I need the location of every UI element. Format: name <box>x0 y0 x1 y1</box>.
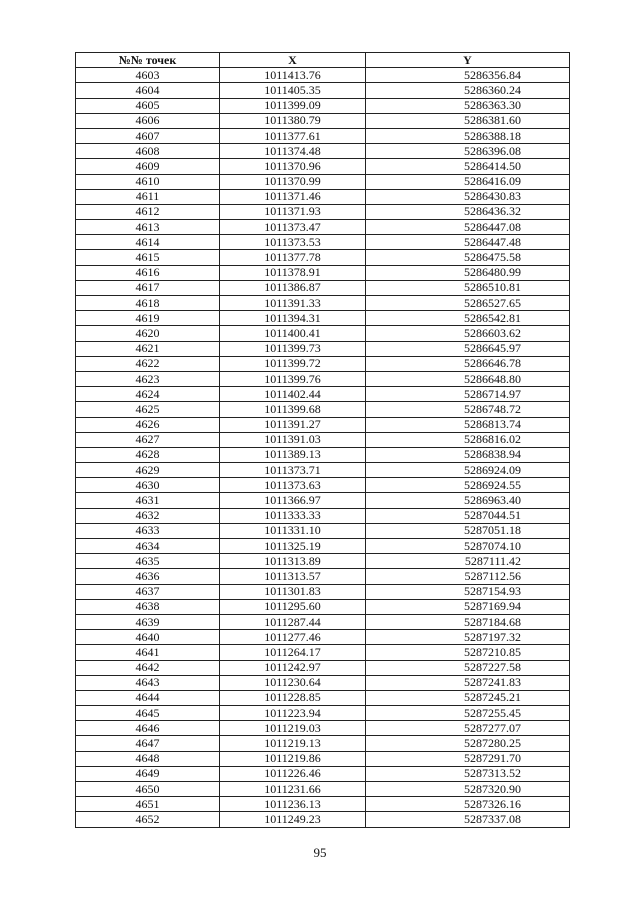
cell-x: 1011277.46 <box>220 630 366 645</box>
cell-x: 1011226.46 <box>220 766 366 781</box>
cell-x: 1011402.44 <box>220 387 366 402</box>
cell-x: 1011377.61 <box>220 128 366 143</box>
cell-x: 1011231.66 <box>220 782 366 797</box>
header-x: X <box>220 53 366 68</box>
table-row <box>76 539 570 554</box>
cell-y: 5286381.60 <box>366 113 570 128</box>
header-y: Y <box>366 53 570 68</box>
cell-x: 1011287.44 <box>220 614 366 629</box>
table-row <box>76 387 570 402</box>
cell-y: 5286430.83 <box>366 189 570 204</box>
cell-y: 5286838.94 <box>366 447 570 462</box>
cell-y: 5286714.97 <box>366 387 570 402</box>
cell-point-number: 4636 <box>76 569 220 584</box>
table-row <box>76 493 570 508</box>
cell-x: 1011366.97 <box>220 493 366 508</box>
cell-x: 1011313.57 <box>220 569 366 584</box>
cell-y: 5286816.02 <box>366 432 570 447</box>
cell-x: 1011325.19 <box>220 539 366 554</box>
table-row <box>76 68 570 83</box>
cell-point-number: 4649 <box>76 766 220 781</box>
cell-point-number: 4651 <box>76 797 220 812</box>
cell-x: 1011391.03 <box>220 432 366 447</box>
cell-point-number: 4622 <box>76 356 220 371</box>
cell-point-number: 4620 <box>76 326 220 341</box>
cell-x: 1011301.83 <box>220 584 366 599</box>
table-row <box>76 782 570 797</box>
cell-point-number: 4615 <box>76 250 220 265</box>
cell-y: 5286363.30 <box>366 98 570 113</box>
cell-y: 5287227.58 <box>366 660 570 675</box>
cell-point-number: 4612 <box>76 204 220 219</box>
cell-y: 5286416.09 <box>366 174 570 189</box>
cell-point-number: 4644 <box>76 690 220 705</box>
table-row <box>76 569 570 584</box>
cell-x: 1011386.87 <box>220 280 366 295</box>
cell-x: 1011331.10 <box>220 523 366 538</box>
cell-point-number: 4618 <box>76 296 220 311</box>
table-row <box>76 296 570 311</box>
table-row <box>76 402 570 417</box>
cell-x: 1011295.60 <box>220 599 366 614</box>
cell-x: 1011399.76 <box>220 371 366 386</box>
cell-point-number: 4640 <box>76 630 220 645</box>
table-row <box>76 189 570 204</box>
cell-point-number: 4606 <box>76 113 220 128</box>
table-row <box>76 751 570 766</box>
cell-point-number: 4629 <box>76 463 220 478</box>
cell-point-number: 4630 <box>76 478 220 493</box>
cell-x: 1011378.91 <box>220 265 366 280</box>
cell-point-number: 4613 <box>76 220 220 235</box>
cell-y: 5286356.84 <box>366 68 570 83</box>
cell-y: 5286436.32 <box>366 204 570 219</box>
cell-point-number: 4637 <box>76 584 220 599</box>
cell-point-number: 4634 <box>76 539 220 554</box>
cell-point-number: 4603 <box>76 68 220 83</box>
cell-point-number: 4626 <box>76 417 220 432</box>
cell-x: 1011399.68 <box>220 402 366 417</box>
cell-x: 1011223.94 <box>220 706 366 721</box>
cell-x: 1011373.71 <box>220 463 366 478</box>
cell-y: 5286924.55 <box>366 478 570 493</box>
cell-point-number: 4611 <box>76 189 220 204</box>
table-row <box>76 250 570 265</box>
header-point-number: №№ точек <box>76 53 220 68</box>
cell-y: 5287326.16 <box>366 797 570 812</box>
cell-point-number: 4616 <box>76 265 220 280</box>
cell-point-number: 4619 <box>76 311 220 326</box>
cell-x: 1011242.97 <box>220 660 366 675</box>
cell-x: 1011374.48 <box>220 144 366 159</box>
table-row <box>76 144 570 159</box>
cell-y: 5286475.58 <box>366 250 570 265</box>
table-row <box>76 159 570 174</box>
cell-point-number: 4610 <box>76 174 220 189</box>
cell-x: 1011249.23 <box>220 812 366 827</box>
cell-point-number: 4650 <box>76 782 220 797</box>
cell-point-number: 4617 <box>76 280 220 295</box>
cell-y: 5287255.45 <box>366 706 570 721</box>
table-row <box>76 508 570 523</box>
cell-x: 1011333.33 <box>220 508 366 523</box>
cell-y: 5287154.93 <box>366 584 570 599</box>
cell-point-number: 4607 <box>76 128 220 143</box>
cell-x: 1011219.03 <box>220 721 366 736</box>
table-row <box>76 690 570 705</box>
cell-x: 1011228.85 <box>220 690 366 705</box>
cell-y: 5287210.85 <box>366 645 570 660</box>
coordinates-table <box>75 52 570 828</box>
cell-x: 1011373.53 <box>220 235 366 250</box>
table-row <box>76 220 570 235</box>
cell-point-number: 4631 <box>76 493 220 508</box>
cell-x: 1011413.76 <box>220 68 366 83</box>
cell-y: 5287313.52 <box>366 766 570 781</box>
cell-y: 5287241.83 <box>366 675 570 690</box>
cell-x: 1011371.93 <box>220 204 366 219</box>
cell-point-number: 4647 <box>76 736 220 751</box>
cell-y: 5286414.50 <box>366 159 570 174</box>
table-row <box>76 280 570 295</box>
cell-y: 5286648.80 <box>366 371 570 386</box>
cell-y: 5286646.78 <box>366 356 570 371</box>
cell-point-number: 4623 <box>76 371 220 386</box>
cell-x: 1011399.73 <box>220 341 366 356</box>
cell-y: 5286360.24 <box>366 83 570 98</box>
cell-y: 5287184.68 <box>366 614 570 629</box>
table-body <box>76 68 570 827</box>
cell-x: 1011219.13 <box>220 736 366 751</box>
table-row <box>76 614 570 629</box>
table-row <box>76 113 570 128</box>
cell-y: 5287337.08 <box>366 812 570 827</box>
cell-y: 5286924.09 <box>366 463 570 478</box>
cell-y: 5286813.74 <box>366 417 570 432</box>
table-row <box>76 478 570 493</box>
cell-x: 1011399.72 <box>220 356 366 371</box>
cell-y: 5286447.08 <box>366 220 570 235</box>
table-row <box>76 554 570 569</box>
table-row <box>76 341 570 356</box>
table-row <box>76 326 570 341</box>
cell-y: 5286748.72 <box>366 402 570 417</box>
cell-point-number: 4628 <box>76 447 220 462</box>
cell-point-number: 4614 <box>76 235 220 250</box>
table-row <box>76 675 570 690</box>
cell-y: 5286963.40 <box>366 493 570 508</box>
table-row <box>76 766 570 781</box>
cell-y: 5287051.18 <box>366 523 570 538</box>
cell-y: 5287044.51 <box>366 508 570 523</box>
table-row <box>76 736 570 751</box>
table-row <box>76 417 570 432</box>
table-row <box>76 98 570 113</box>
table-row <box>76 721 570 736</box>
table-row <box>76 356 570 371</box>
cell-y: 5287197.32 <box>366 630 570 645</box>
cell-y: 5286388.18 <box>366 128 570 143</box>
cell-point-number: 4641 <box>76 645 220 660</box>
cell-point-number: 4625 <box>76 402 220 417</box>
cell-point-number: 4632 <box>76 508 220 523</box>
cell-point-number: 4605 <box>76 98 220 113</box>
cell-y: 5287320.90 <box>366 782 570 797</box>
cell-point-number: 4633 <box>76 523 220 538</box>
page-number: 95 <box>313 845 327 860</box>
table-row <box>76 265 570 280</box>
cell-x: 1011371.46 <box>220 189 366 204</box>
cell-point-number: 4635 <box>76 554 220 569</box>
cell-x: 1011313.89 <box>220 554 366 569</box>
table-row <box>76 174 570 189</box>
table-row <box>76 371 570 386</box>
cell-point-number: 4642 <box>76 660 220 675</box>
cell-y: 5287169.94 <box>366 599 570 614</box>
table-row <box>76 311 570 326</box>
cell-point-number: 4648 <box>76 751 220 766</box>
table-row <box>76 432 570 447</box>
table-row <box>76 128 570 143</box>
cell-x: 1011400.41 <box>220 326 366 341</box>
cell-y: 5286447.48 <box>366 235 570 250</box>
cell-y: 5287074.10 <box>366 539 570 554</box>
table-row <box>76 235 570 250</box>
table-row <box>76 523 570 538</box>
cell-x: 1011391.27 <box>220 417 366 432</box>
cell-x: 1011373.63 <box>220 478 366 493</box>
cell-y: 5286396.08 <box>366 144 570 159</box>
table-row <box>76 812 570 827</box>
cell-x: 1011377.78 <box>220 250 366 265</box>
cell-y: 5287280.25 <box>366 736 570 751</box>
table-row <box>76 660 570 675</box>
cell-y: 5287291.70 <box>366 751 570 766</box>
cell-x: 1011236.13 <box>220 797 366 812</box>
cell-x: 1011399.09 <box>220 98 366 113</box>
table-row <box>76 463 570 478</box>
table-row <box>76 645 570 660</box>
cell-point-number: 4624 <box>76 387 220 402</box>
cell-y: 5287111.42 <box>366 554 570 569</box>
cell-x: 1011391.33 <box>220 296 366 311</box>
table-row <box>76 630 570 645</box>
cell-x: 1011389.13 <box>220 447 366 462</box>
cell-y: 5286645.97 <box>366 341 570 356</box>
cell-x: 1011370.99 <box>220 174 366 189</box>
cell-x: 1011370.96 <box>220 159 366 174</box>
cell-y: 5287245.21 <box>366 690 570 705</box>
table-row <box>76 584 570 599</box>
table-row <box>76 706 570 721</box>
cell-point-number: 4609 <box>76 159 220 174</box>
cell-point-number: 4627 <box>76 432 220 447</box>
table-row <box>76 447 570 462</box>
cell-point-number: 4646 <box>76 721 220 736</box>
cell-x: 1011264.17 <box>220 645 366 660</box>
table-row <box>76 83 570 98</box>
cell-y: 5286510.81 <box>366 280 570 295</box>
cell-point-number: 4638 <box>76 599 220 614</box>
cell-x: 1011380.79 <box>220 113 366 128</box>
cell-point-number: 4645 <box>76 706 220 721</box>
cell-y: 5286603.62 <box>366 326 570 341</box>
cell-x: 1011405.35 <box>220 83 366 98</box>
cell-x: 1011394.31 <box>220 311 366 326</box>
cell-x: 1011219.86 <box>220 751 366 766</box>
table-row <box>76 204 570 219</box>
cell-y: 5286480.99 <box>366 265 570 280</box>
cell-point-number: 4621 <box>76 341 220 356</box>
cell-y: 5286542.81 <box>366 311 570 326</box>
cell-point-number: 4604 <box>76 83 220 98</box>
cell-x: 1011373.47 <box>220 220 366 235</box>
cell-point-number: 4639 <box>76 614 220 629</box>
cell-point-number: 4652 <box>76 812 220 827</box>
cell-y: 5287277.07 <box>366 721 570 736</box>
cell-y: 5287112.56 <box>366 569 570 584</box>
table-header-row <box>76 53 570 68</box>
cell-point-number: 4608 <box>76 144 220 159</box>
cell-y: 5286527.65 <box>366 296 570 311</box>
table-row <box>76 797 570 812</box>
cell-x: 1011230.64 <box>220 675 366 690</box>
cell-point-number: 4643 <box>76 675 220 690</box>
table-row <box>76 599 570 614</box>
